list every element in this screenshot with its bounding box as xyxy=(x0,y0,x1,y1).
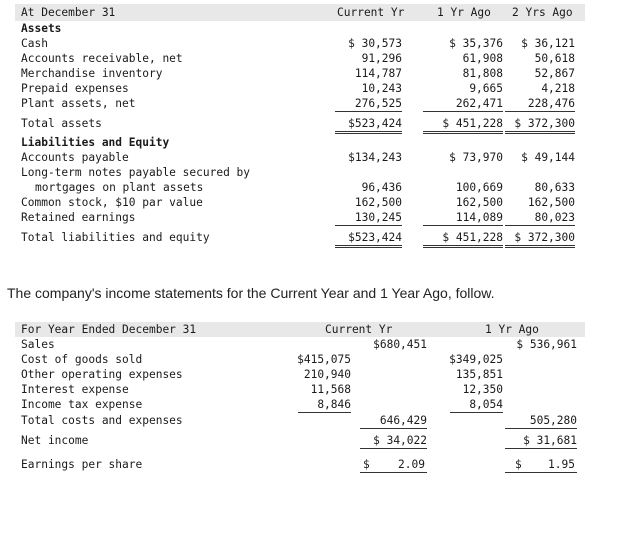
row-label: Cost of goods sold xyxy=(21,353,143,366)
header-1-yr-ago: 1 Yr Ago xyxy=(437,6,491,19)
value-current-yr: 162,500 xyxy=(354,196,402,209)
row-label: Total assets xyxy=(21,117,102,130)
table-row xyxy=(15,96,585,112)
total-current-yr: $680,451 xyxy=(373,338,427,351)
narrative-text: The company's income statements for the Current Year and 1 Year Ago, follow. xyxy=(7,285,495,301)
detail-current-yr: 11,568 xyxy=(310,383,351,396)
value-1-yr-ago: 262,471 xyxy=(423,96,503,112)
value-2-yrs-ago: $ 372,300 xyxy=(505,230,575,248)
table-row xyxy=(15,36,585,52)
header-1-yr-ago: 1 Yr Ago xyxy=(485,323,539,336)
value-current-yr: $523,424 xyxy=(335,116,402,134)
header-2-yrs-ago: 2 Yrs Ago xyxy=(512,6,573,19)
row-label: Common stock, $10 par value xyxy=(21,196,203,209)
row-label: Sales xyxy=(21,338,55,351)
value-current-yr: $523,424 xyxy=(335,230,402,248)
row-label: Plant assets, net xyxy=(21,97,136,110)
table-row xyxy=(15,150,585,166)
total-current-yr: 646,429 xyxy=(360,413,427,429)
value-2-yrs-ago: 52,867 xyxy=(534,67,575,80)
eps-current-yr-cell xyxy=(360,457,427,473)
table-row xyxy=(15,81,585,97)
header-label: For Year Ended December 31 xyxy=(21,323,197,336)
total-1-yr-ago: 505,280 xyxy=(505,413,577,429)
header-current-yr: Current Yr xyxy=(325,323,393,336)
value-current-yr: 130,245 xyxy=(335,210,402,226)
value-1-yr-ago: $ 451,228 xyxy=(423,116,503,134)
value-2-yrs-ago: 228,476 xyxy=(505,96,575,112)
header-label: At December 31 xyxy=(21,6,116,19)
assets-heading-row xyxy=(15,21,585,37)
table-row xyxy=(15,51,585,67)
value-1-yr-ago: $ 35,376 xyxy=(449,37,503,50)
detail-current-yr: 8,846 xyxy=(298,397,351,413)
value-2-yrs-ago: $ 36,121 xyxy=(521,37,575,50)
row-label: Income tax expense xyxy=(21,398,143,411)
detail-1-yr-ago: 12,350 xyxy=(462,383,503,396)
balance-sheet-table xyxy=(15,4,585,250)
value-1-yr-ago: 114,089 xyxy=(423,210,503,226)
detail-1-yr-ago: $349,025 xyxy=(449,353,503,366)
total-1-yr-ago: $ 31,681 xyxy=(505,433,577,449)
row-label: Prepaid expenses xyxy=(21,82,129,95)
value-1-yr-ago: $ 73,970 xyxy=(449,151,503,164)
row-label: Accounts receivable, net xyxy=(21,52,183,65)
balance-sheet-header-row xyxy=(15,5,585,21)
row-label: Other operating expenses xyxy=(21,368,183,381)
value-current-yr: 10,243 xyxy=(361,82,402,95)
value-current-yr: $134,243 xyxy=(348,151,402,164)
value-current-yr: 114,787 xyxy=(354,67,402,80)
header-current-yr: Current Yr xyxy=(337,6,405,19)
value-1-yr-ago: 61,908 xyxy=(462,52,503,65)
table-row xyxy=(15,367,585,383)
value-1-yr-ago: $ 451,228 xyxy=(423,230,503,248)
currency-sign: $ xyxy=(515,458,522,471)
value-1-yr-ago: 100,669 xyxy=(455,181,503,194)
value-2-yrs-ago: 162,500 xyxy=(527,196,575,209)
value-current-yr: 91,296 xyxy=(361,52,402,65)
table-row xyxy=(15,457,585,473)
value-2-yrs-ago: 4,218 xyxy=(541,82,575,95)
table-row xyxy=(15,195,585,211)
value-1-yr-ago: 162,500 xyxy=(455,196,503,209)
eps-1-yr-ago: 1.95 xyxy=(548,458,575,471)
total-current-yr: $ 34,022 xyxy=(360,433,427,449)
table-row xyxy=(15,413,585,429)
liabilities-heading: Liabilities and Equity xyxy=(21,136,170,149)
row-label: Cash xyxy=(21,37,48,50)
value-current-yr: 96,436 xyxy=(361,181,402,194)
detail-1-yr-ago: 8,054 xyxy=(450,397,503,413)
income-statement-table xyxy=(15,322,585,478)
row-label: Long-term notes payable secured by xyxy=(21,166,251,179)
row-label: Merchandise inventory xyxy=(21,67,163,80)
value-2-yrs-ago: 80,633 xyxy=(534,181,575,194)
row-label: Interest expense xyxy=(21,383,129,396)
detail-current-yr: $415,075 xyxy=(297,353,351,366)
row-label: Net income xyxy=(21,434,89,447)
value-2-yrs-ago: 80,023 xyxy=(505,210,575,226)
value-current-yr: $ 30,573 xyxy=(348,37,402,50)
table-row xyxy=(15,397,585,413)
value-1-yr-ago: 9,665 xyxy=(469,82,503,95)
total-1-yr-ago: $ 536,961 xyxy=(516,338,577,351)
liabilities-heading-row xyxy=(15,135,585,151)
detail-current-yr: 210,940 xyxy=(303,368,351,381)
row-label: Earnings per share xyxy=(21,458,143,471)
eps-current-yr: 2.09 xyxy=(398,458,425,471)
table-row xyxy=(15,66,585,82)
row-label: Retained earnings xyxy=(21,211,136,224)
currency-sign: $ xyxy=(363,458,370,471)
table-row xyxy=(15,352,585,368)
value-2-yrs-ago: $ 372,300 xyxy=(505,116,575,134)
value-1-yr-ago: 81,808 xyxy=(462,67,503,80)
table-row xyxy=(15,230,585,246)
value-2-yrs-ago: $ 49,144 xyxy=(521,151,575,164)
income-statement-header-row xyxy=(15,322,585,338)
assets-heading: Assets xyxy=(21,22,62,35)
table-row xyxy=(15,337,585,353)
row-label: Total liabilities and equity xyxy=(21,231,210,244)
row-label-continued: mortgages on plant assets xyxy=(35,181,204,194)
table-row xyxy=(15,210,585,226)
table-row xyxy=(15,165,585,181)
table-row xyxy=(15,433,585,449)
table-row xyxy=(15,116,585,132)
value-2-yrs-ago: 50,618 xyxy=(534,52,575,65)
row-label: Accounts payable xyxy=(21,151,129,164)
row-label: Total costs and expenses xyxy=(21,414,183,427)
value-current-yr: 276,525 xyxy=(335,96,402,112)
table-row xyxy=(15,382,585,398)
detail-1-yr-ago: 135,851 xyxy=(455,368,503,381)
eps-1-yr-ago-cell xyxy=(505,457,577,473)
table-row xyxy=(15,180,585,196)
